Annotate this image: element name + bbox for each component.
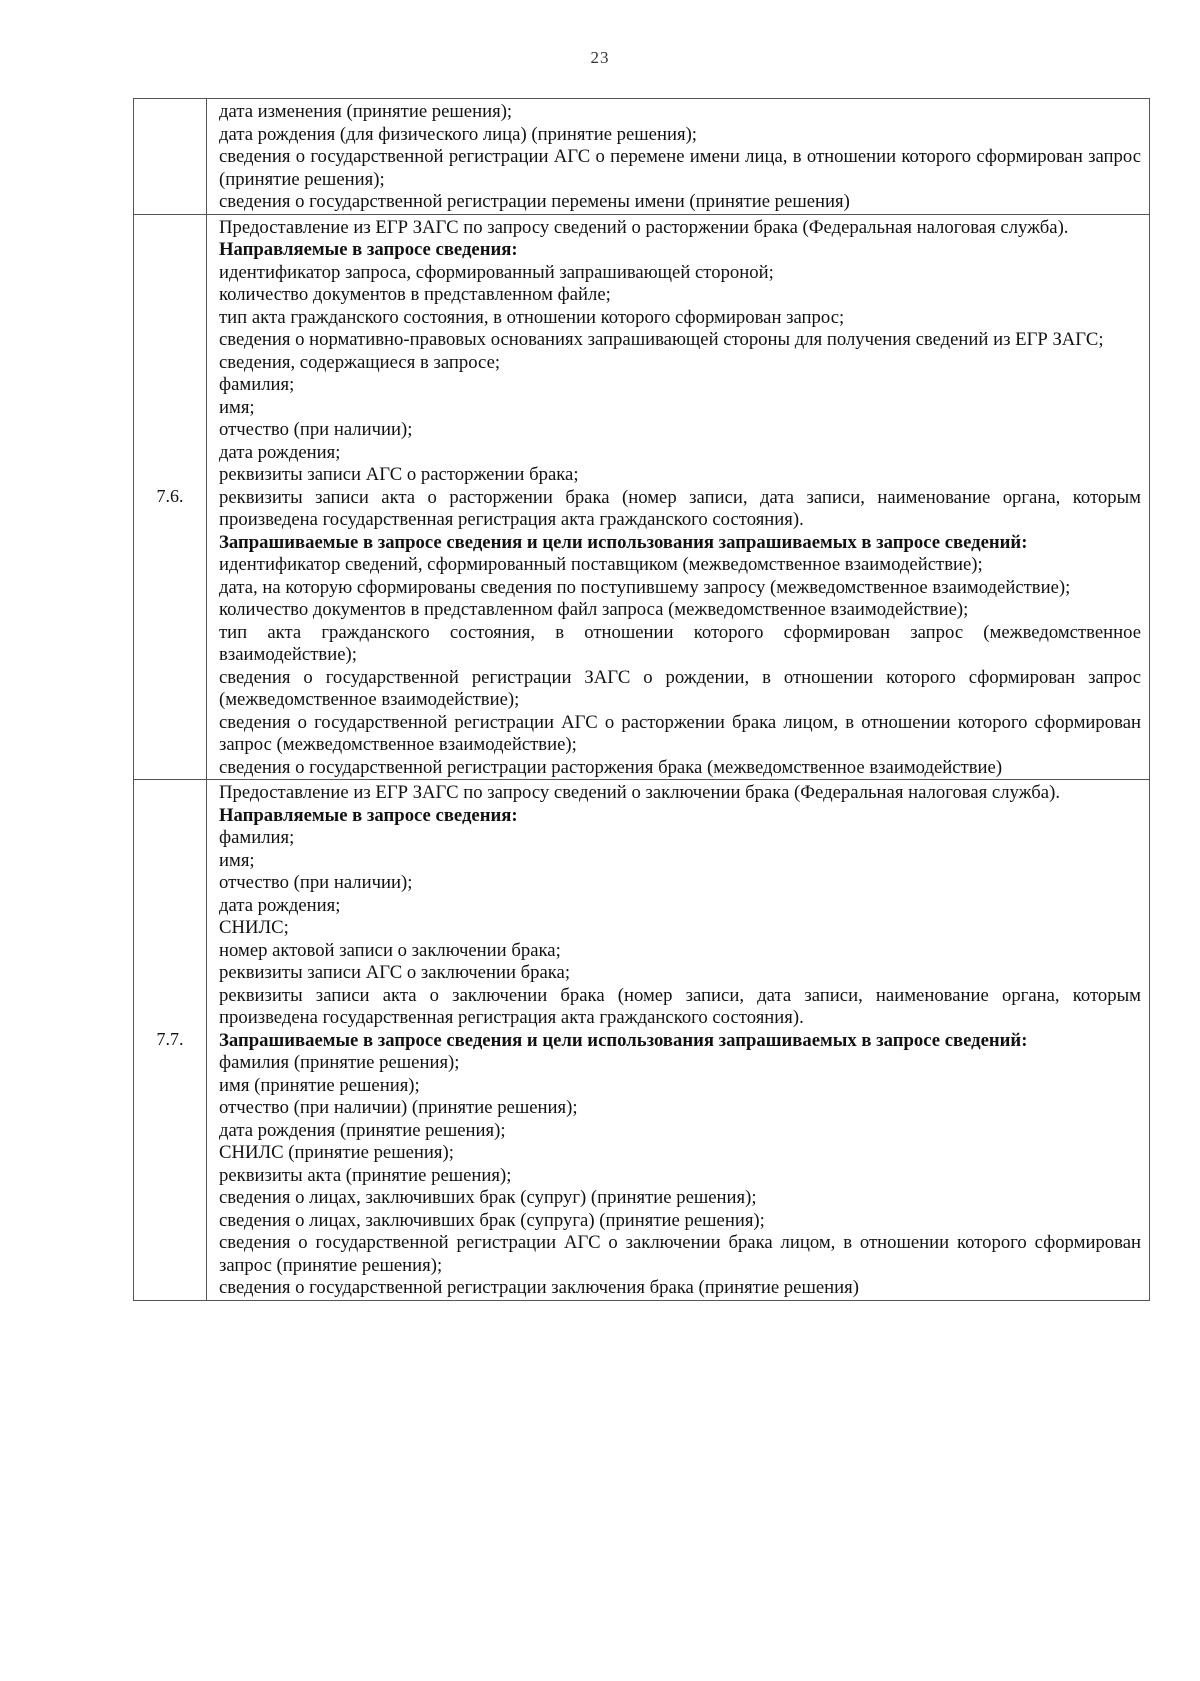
content-line: дата рождения;: [219, 894, 341, 916]
row-content: [207, 99, 1150, 215]
section-heading: Запрашиваемые в запросе сведения и цели использования запрашиваемых в запросе сведений:: [219, 531, 1028, 553]
content-line: Предоставление из ЕГР ЗАГС по запросу сведений о расторжении брака (Федеральная налоговая служба).: [219, 216, 1069, 238]
content-line: реквизиты записи АГС о заключении брака;: [219, 962, 571, 983]
content-line: имя;: [219, 396, 255, 418]
content-line: тип акта гражданского состояния, в отношении которого сформирован запрос;: [219, 306, 845, 328]
content-line: дата, на которую сформированы сведения по поступившему запросу (межведомственное взаимодействие);: [219, 576, 1071, 598]
content-line: сведения, содержащиеся в запросе;: [219, 351, 501, 373]
content-line: фамилия;: [219, 827, 295, 848]
content-line: отчество (при наличии) (принятие решения);: [219, 1097, 578, 1118]
content-line: количество документов в представленном файл запроса (межведомственное взаимодействие);: [219, 599, 969, 620]
content-line: дата рождения (для физического лица) (принятие решения);: [219, 123, 697, 145]
content-line: сведения о лицах, заключивших брак (супруга) (принятие решения);: [219, 1209, 765, 1231]
content-line: идентификатор сведений, сформированный поставщиком (межведомственное взаимодействие);: [219, 554, 983, 575]
content-line: количество документов в представленном файле;: [219, 284, 611, 305]
content-line: сведения о лицах, заключивших брак (супруг) (принятие решения);: [219, 1187, 757, 1208]
content-line: имя (принятие решения);: [219, 1074, 420, 1096]
table-body: [134, 99, 1150, 1301]
content-line: номер актовой записи о заключении брака;: [219, 939, 561, 961]
content-line: сведения о государственной регистрации АГС о заключении брака лицом, в отношении которого сформирован запрос (принятие решения);: [219, 1232, 1141, 1276]
content-line: реквизиты записи АГС о расторжении брака;: [219, 464, 579, 485]
content-line: отчество (при наличии);: [219, 419, 413, 440]
content-line: реквизиты акта (принятие решения);: [219, 1164, 512, 1186]
content-line: сведения о государственной регистрации АГС о перемене имени лица, в отношении которого сформирован запрос (принятие решения);: [219, 146, 1141, 190]
content-line: реквизиты записи акта о заключении брака (номер записи, дата записи, наименование органа, которым произведена государственная регистрация акта гражданского состояния).: [219, 984, 1141, 1028]
content-line: тип акта гражданского состояния, в отношении которого сформирован запрос (межведомственное взаимодействие);: [219, 621, 1141, 665]
content-line: имя;: [219, 849, 255, 871]
content-line: сведения о государственной регистрации перемены имени (принятие решения): [219, 191, 850, 212]
row-number: [134, 99, 207, 215]
content-line: сведения о нормативно-правовых основаниях запрашивающей стороны для получения сведений из ЕГР ЗАГС;: [219, 329, 1104, 350]
content-line: сведения о государственной регистрации ЗАГС о рождении, в отношении которого сформирован запрос (межведомственное взаимодействие);: [219, 666, 1141, 710]
table-row: [134, 214, 1150, 780]
content-line: дата рождения (принятие решения);: [219, 1119, 506, 1141]
content-line: отчество (при наличии);: [219, 872, 413, 893]
row-number: 7.7.: [134, 780, 207, 1301]
content-line: дата изменения (принятие решения);: [219, 101, 513, 122]
table-row: [134, 780, 1150, 1301]
content-line: фамилия (принятие решения);: [219, 1052, 460, 1073]
section-heading: Направляемые в запросе сведения:: [219, 239, 518, 260]
content-line: сведения о государственной регистрации заключения брака (принятие решения): [219, 1277, 859, 1298]
content-line: сведения о государственной регистрации АГС о расторжении брака лицом, в отношении которого сформирован запрос (межведомственное взаимодействие);: [219, 711, 1141, 755]
section-heading: Запрашиваемые в запросе сведения и цели использования запрашиваемых в запросе сведений:: [219, 1029, 1028, 1051]
content-line: Предоставление из ЕГР ЗАГС по запросу сведений о заключении брака (Федеральная налоговая служба).: [219, 782, 1060, 803]
row-number: 7.6.: [134, 214, 207, 780]
content-line: СНИЛС (принятие решения);: [219, 1142, 454, 1163]
section-heading: Направляемые в запросе сведения:: [219, 804, 518, 826]
page-number: 23: [590, 48, 610, 67]
content-line: дата рождения;: [219, 441, 341, 463]
row-content: [207, 214, 1150, 780]
content-line: идентификатор запроса, сформированный запрашивающей стороной;: [219, 261, 774, 283]
row-content: [207, 780, 1150, 1301]
table-row: [134, 99, 1150, 215]
document-table: [133, 98, 1150, 1301]
content-line: СНИЛС;: [219, 917, 289, 938]
content-line: реквизиты записи акта о расторжении брака (номер записи, дата записи, наименование органа, которым произведена государственная регистрация акта гражданского состояния).: [219, 486, 1141, 530]
content-line: фамилия;: [219, 374, 295, 395]
content-line: сведения о государственной регистрации расторжения брака (межведомственное взаимодействие): [219, 756, 1003, 778]
